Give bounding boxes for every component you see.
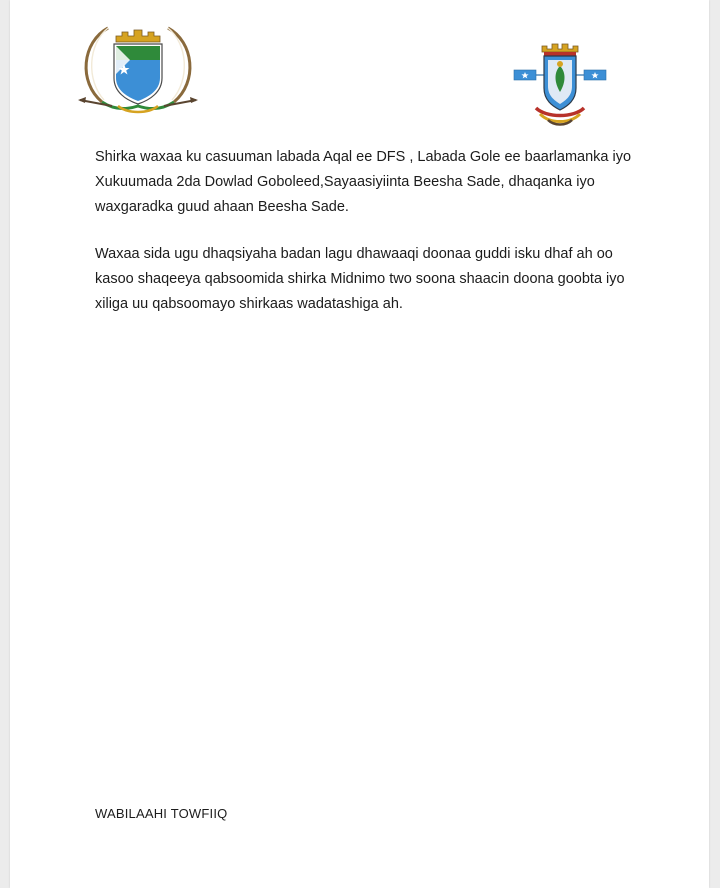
jubaland-coat-of-arms-icon xyxy=(68,20,208,116)
announcement-paragraph: Waxaa sida ugu dhaqsiyaha badan lagu dhawaaqi doonaa guddi isku dhaf ah oo kasoo shaqeeya qabsoomida shirka Midnimo two soona shaacin doona goobta iyo xiliga uu qabsoomayo shirkaas wadatashiga ah. xyxy=(95,246,625,312)
invitation-paragraph: Shirka waxaa ku casuuman labada Aqal ee DFS , Labada Gole ee baarlamanka iyo Xukuumada 2da Dowlad Goboleed,Sayaasiyiinta Beesha Sade, dhaqanka iyo waxgaradka guud ahaan Beesha Sade. xyxy=(95,149,632,215)
closing-signature: WABILAAHI TOWFIIQ xyxy=(95,806,228,821)
letter-page xyxy=(10,0,709,888)
puntland-coat-of-arms-icon xyxy=(510,42,610,128)
